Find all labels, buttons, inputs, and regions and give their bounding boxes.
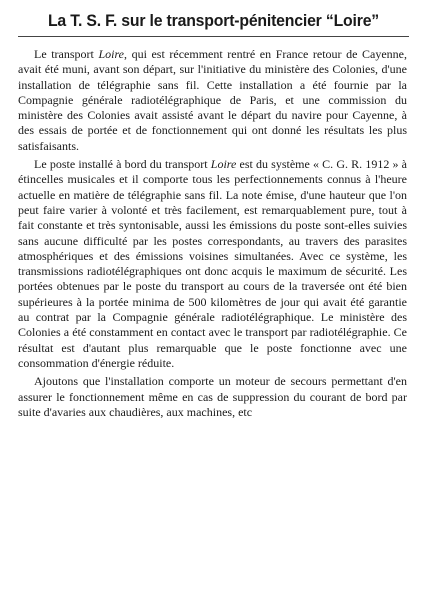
- paragraph-3: [18, 374, 407, 420]
- paragraph-2-text-before: Le poste installé à bord du transport: [34, 157, 211, 172]
- paragraph-3-text: Ajoutons que l'installation comporte un moteur de secours permettant d'en assurer le fonctionnement même en cas de suppression du courant de bord par suite d'avaries aux chaudières, aux machines, etc: [18, 374, 407, 419]
- article-body: [18, 47, 407, 420]
- paragraph-2-ship-name: Loire: [210, 157, 237, 172]
- paragraph-2: [18, 157, 407, 371]
- paragraph-1-text-after: , qui est récemment rentré en France retour de Cayenne, avait été muni, avant son départ, sur l'initiative du ministère des Colonies, d'une installation de télégraphie sans fil. Cette installation a été fournie par la Compagnie générale radiotélégraphique de Paris, et une commission du ministère des Colonies avait assisté avant le départ du navire pour Cayenne, à des essais de portée et de fonctionnement qui ont donné les résultats les plus satisfaisants.: [18, 47, 407, 153]
- title-divider: [18, 36, 409, 37]
- paragraph-1-text-before: Le transport: [34, 47, 99, 61]
- paragraph-1-ship-name: Loire: [98, 47, 125, 61]
- paragraph-1: [18, 47, 407, 154]
- paragraph-2-text-after: est du système « C. G. R. 1912 » à étincelles musicales et il comporte tous les perfectionnements connus à l'heure actuelle en matière de télégraphie sans fil. La note émise, d'une hauteur que l'on peut faire varier à volonté et très facilement, est remarquablement pure, tout à fait constante et très syntonisable, aussi les émissions du poste sont-elles suivies sans aucune difficulté par les postes correspondants, au travers des parasites atmosphériques et des émissions voisines simultanées. Avec ce système, les transmissions radiotélégraphiques ont donc acquis le maximum de sécurité. Les portées obtenues par le poste du transport au cours de la traversée ont été bien supérieures à la portée minima de 500 kilomètres de jour qui avait été garantie au contrat par la Compagnie générale radiotélégraphique. Le ministère des Colonies a été constamment en contact avec le transport par radiotélégraphie. Ce résultat est d'autant plus remarquable que le poste fonctionne avec une consommation d'énergie réduite.: [18, 157, 407, 370]
- article-title: La T. S. F. sur le transport-pénitencier “Loire”: [47, 11, 380, 30]
